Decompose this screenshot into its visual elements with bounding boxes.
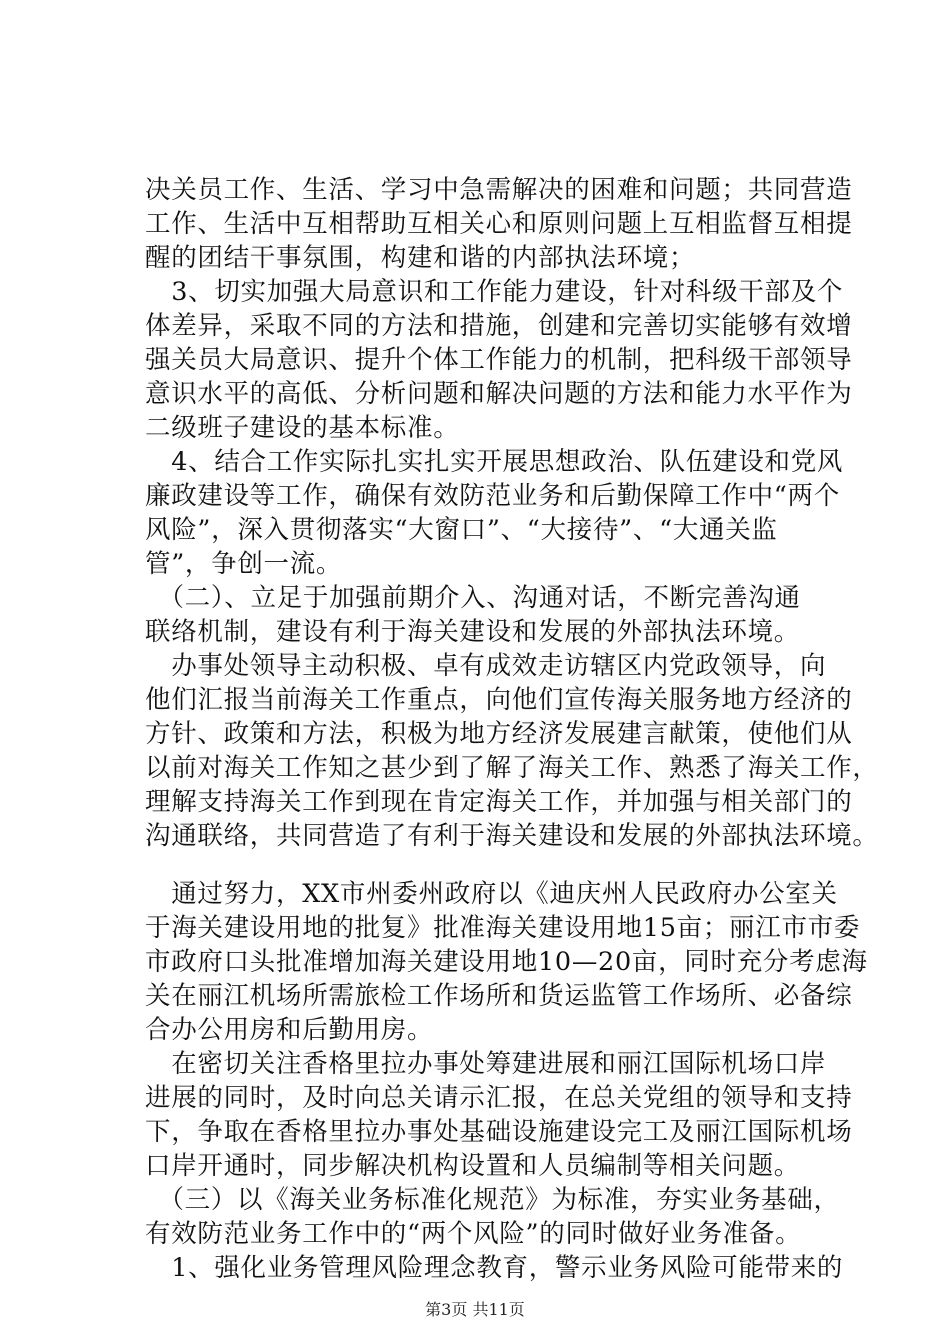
text-line: 通过努力，XX市州委州政府以《迪庆州人民政府办公室关	[145, 879, 838, 909]
text-line: 有效防范业务工作中的“两个风险”的同时做好业务准备。	[145, 1219, 802, 1249]
text-line: 体差异，采取不同的方法和措施，创建和完善切实能够有效增	[145, 311, 853, 341]
text-line: 风险”，深入贯彻落实“大窗口”、“大接待”、“大通关监	[145, 515, 778, 545]
text-line: 4、结合工作实际扎实扎实开展思想政治、队伍建设和党风	[145, 447, 844, 477]
text-line: （二）、立足于加强前期介入、沟通对话，不断完善沟通	[145, 583, 801, 613]
text-line: 下，争取在香格里拉办事处基础设施建设完工及丽江国际机场	[145, 1117, 853, 1147]
text-line: 关在丽江机场所需旅检工作场所和货运监管工作场所、必备综	[145, 981, 853, 1011]
text-line: 1、强化业务管理风险理念教育，警示业务风险可能带来的	[145, 1253, 844, 1283]
text-line: 办事处领导主动积极、卓有成效走访辖区内党政领导，向	[145, 651, 827, 681]
text-line: 他们汇报当前海关工作重点，向他们宣传海关服务地方经济的	[145, 685, 853, 715]
text-line: 合办公用房和后勤用房。	[145, 1015, 434, 1045]
text-line: 以前对海关工作知之甚少到了解了海关工作、熟悉了海关工作，	[145, 753, 879, 783]
text-line: （三）以《海关业务标准化规范》为标准，夯实业务基础，	[145, 1185, 840, 1215]
text-line: 于海关建设用地的批复》批准海关建设用地15亩；丽江市市委	[145, 913, 861, 943]
text-line: 强关员大局意识、提升个体工作能力的机制，把科级干部领导	[145, 345, 853, 375]
text-line: 口岸开通时，同步解决机构设置和人员编制等相关问题。	[145, 1151, 801, 1181]
text-line: 联络机制，建设有利于海关建设和发展的外部执法环境。	[145, 617, 801, 647]
text-line: 工作、生活中互相帮助互相关心和原则问题上互相监督互相提	[145, 209, 853, 239]
text-line: 廉政建设等工作，确保有效防范业务和后勤保障工作中“两个	[145, 481, 840, 511]
page-footer: 第3页 共11页	[425, 1300, 525, 1319]
text-line: 二级班子建设的基本标准。	[145, 413, 460, 443]
text-line: 进展的同时，及时向总关请示汇报，在总关党组的领导和支持	[145, 1083, 853, 1113]
text-line: 沟通联络，共同营造了有利于海关建设和发展的外部执法环境。	[145, 821, 879, 851]
text-line: 管”，争创一流。	[145, 549, 343, 579]
text-line: 决关员工作、生活、学习中急需解决的困难和问题；共同营造	[145, 175, 853, 205]
text-line: 意识水平的高低、分析问题和解决问题的方法和能力水平作为	[145, 379, 853, 409]
text-line: 醒的团结干事氛围，构建和谐的内部执法环境；	[145, 243, 696, 273]
text-line: 3、切实加强大局意识和工作能力建设，针对科级干部及个	[145, 277, 844, 307]
text-line: 理解支持海关工作到现在肯定海关工作，并加强与相关部门的	[145, 787, 853, 817]
text-line: 市政府口头批准增加海关建设用地10—20亩，同时充分考虑海	[145, 947, 868, 977]
text-line: 在密切关注香格里拉办事处筹建进展和丽江国际机场口岸	[145, 1049, 827, 1079]
text-line: 方针、政策和方法，积极为地方经济发展建言献策，使他们从	[145, 719, 853, 749]
